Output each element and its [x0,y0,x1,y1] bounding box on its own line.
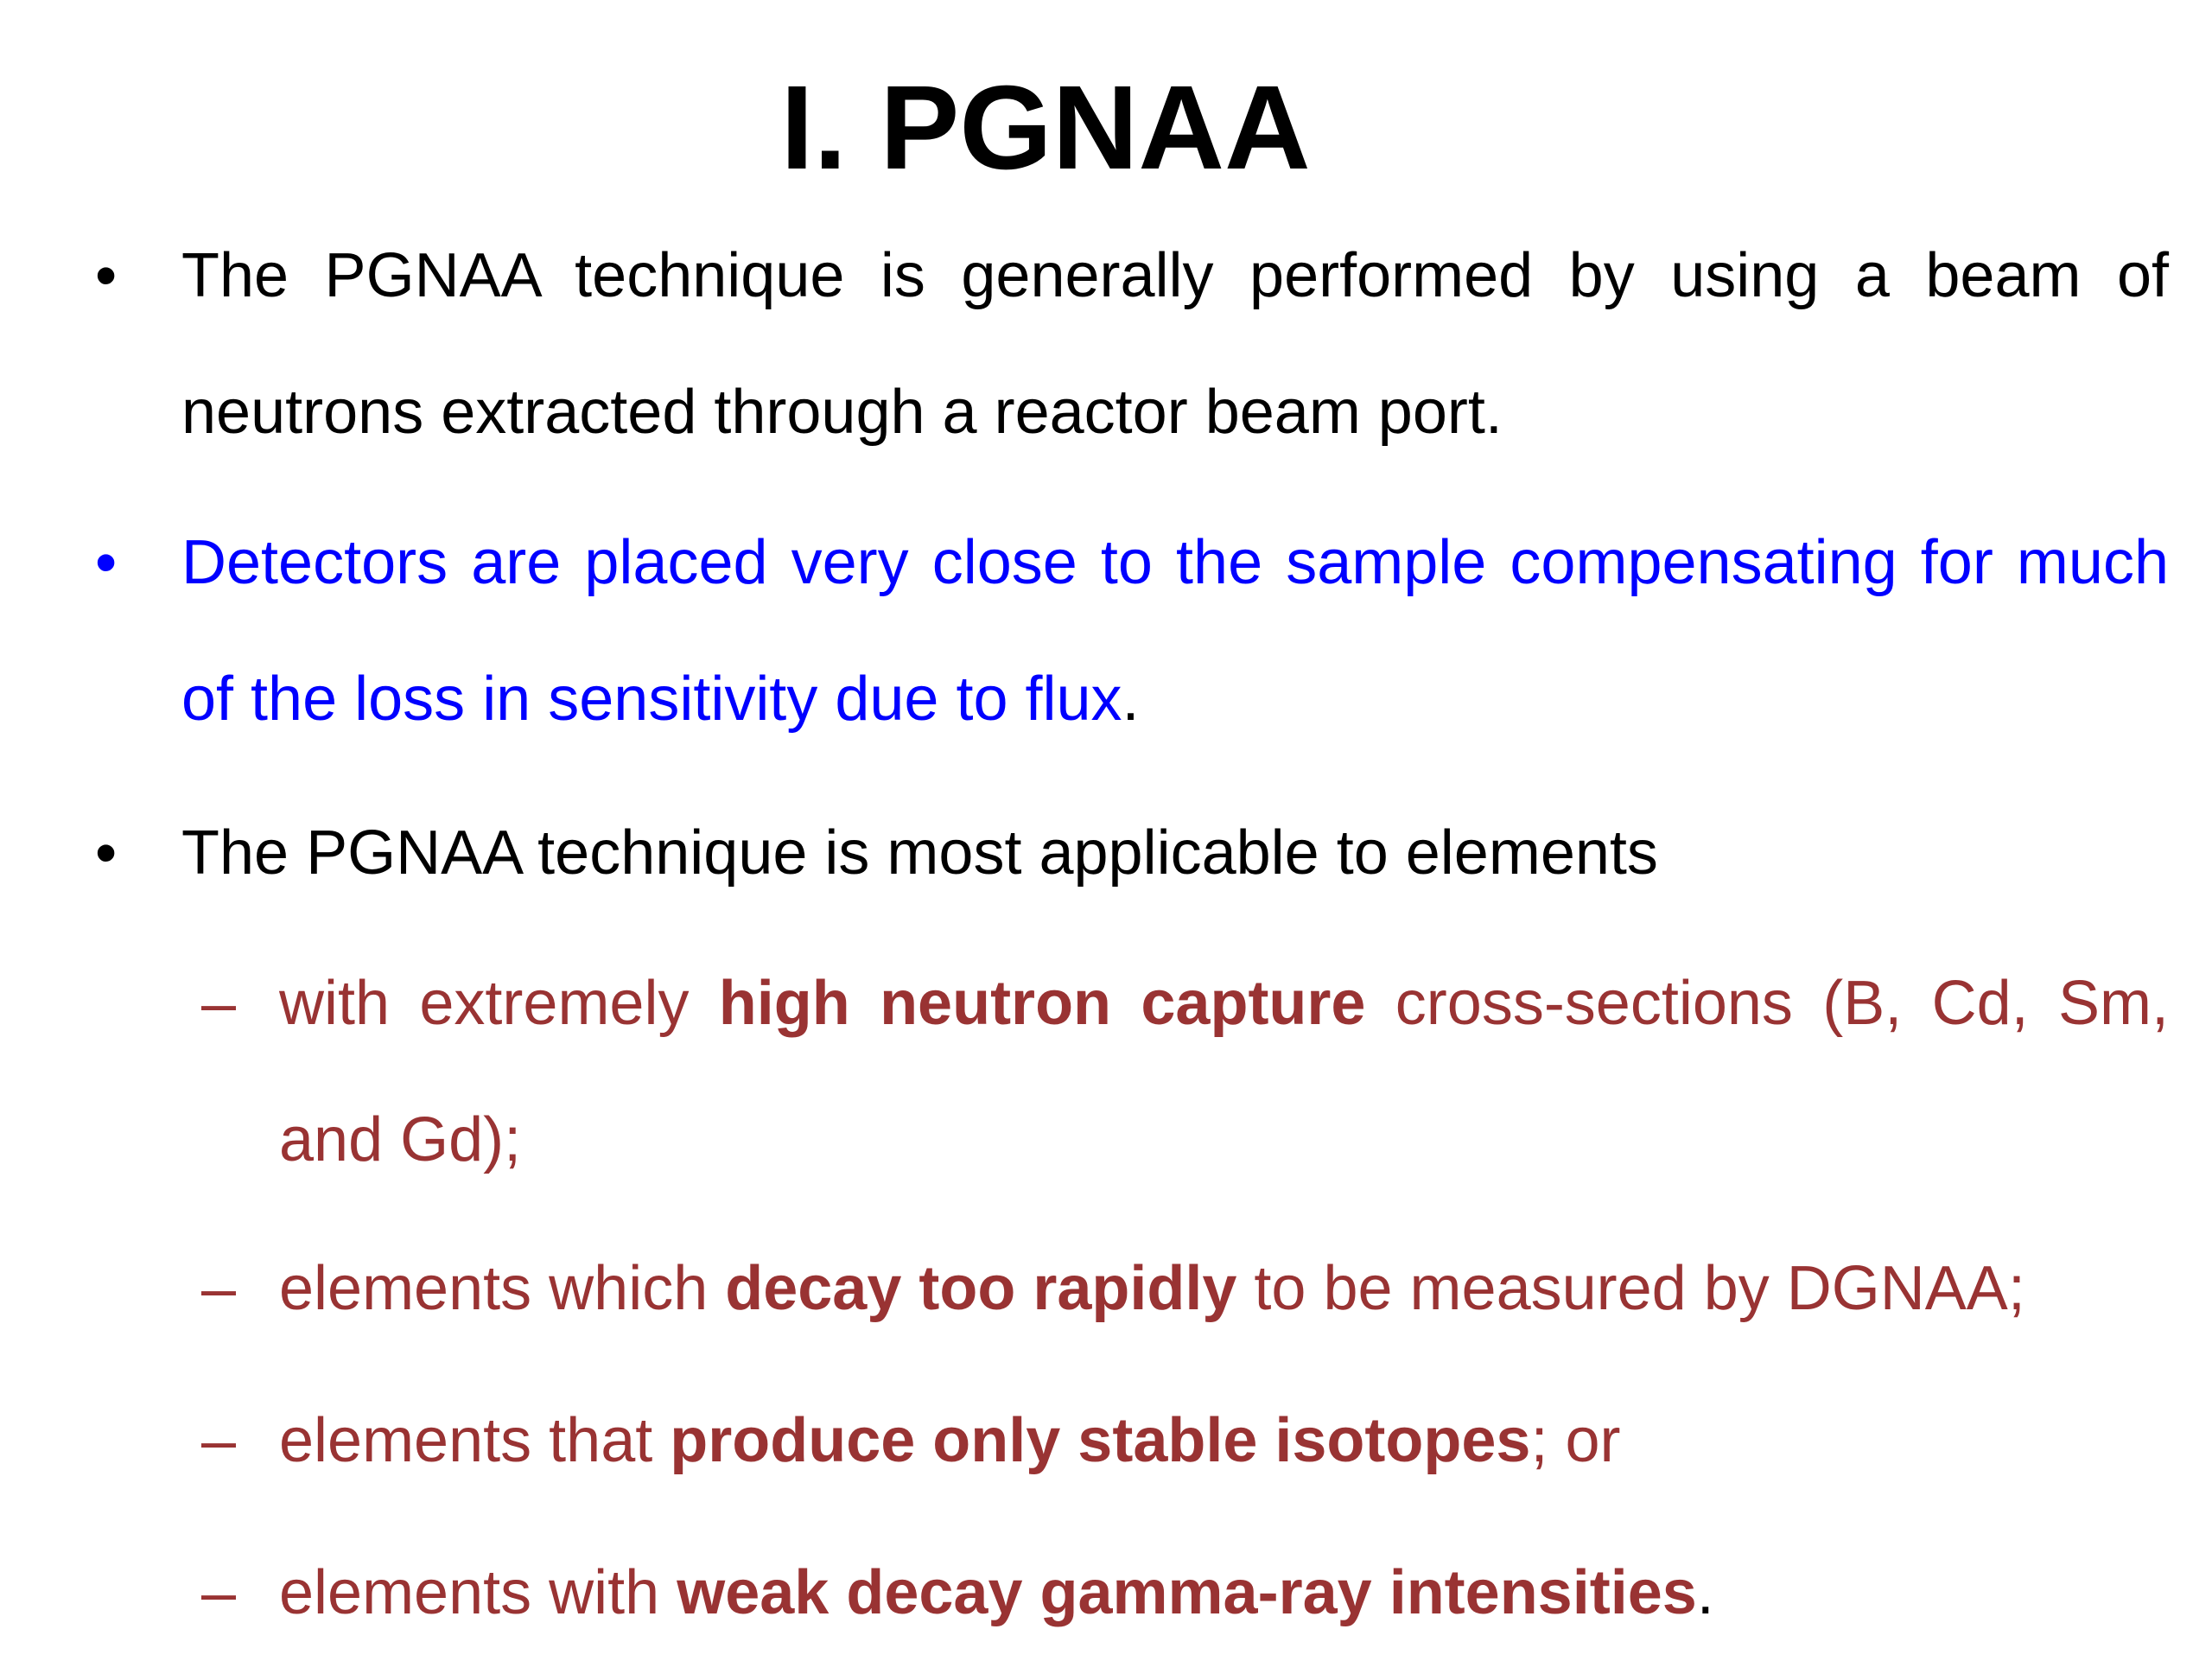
bullet-item [95,785,2169,921]
slide-title: I. PGNAA [780,61,1311,194]
sub-bullet-text-bold: high neutron capture [718,969,1366,1038]
sub-bullet-item [201,935,2169,1208]
sub-bullet-marker: – [201,1558,237,1627]
sub-bullet-marker: – [201,1406,237,1475]
bullet-text-tail: . [1122,665,1140,734]
bullet-text: The PGNAA technique is most applicable to elements [181,818,1658,888]
bullet-item [95,494,2169,767]
sub-bullet-text-pre: with extremely [279,969,719,1038]
bullet-marker: • [95,241,118,310]
sub-bullet-text-post: ; or [1530,1406,1621,1475]
bullet-text: The PGNAA technique is generally performed by using a beam of neutrons extracted through a reactor beam port. [181,241,2169,447]
sub-bullet-item [201,1220,2169,1357]
sub-bullet-marker: – [201,1254,237,1323]
sub-bullet-text-bold: weak decay gamma-ray intensities [677,1558,1697,1627]
bullet-marker: • [95,818,118,888]
sub-bullet-text-pre: elements with [279,1558,677,1627]
sub-bullet-item [201,1372,2169,1509]
sub-bullet-text-post: to be measured by DGNAA; [1236,1254,2025,1323]
sub-bullet-text-post: cross-sections (B, Cd, Sm, and Gd); [279,969,2169,1174]
bullet-marker: • [95,528,118,597]
sub-bullet-text-post: . [1696,1558,1714,1627]
sub-bullet-text-pre: elements that [279,1406,671,1475]
sub-bullet-text-bold: decay too rapidly [725,1254,1237,1323]
sub-bullet-text-bold: produce only stable isotopes [670,1406,1531,1475]
sub-bullet-item [201,1524,2169,1661]
bullet-text: Detectors are placed very close to the sample compensating for much of the loss in sensitivity due to flux [181,528,2169,734]
sub-bullet-text-pre: elements which [279,1254,726,1323]
bullet-item [95,207,2169,480]
sub-bullet-marker: – [201,969,237,1038]
